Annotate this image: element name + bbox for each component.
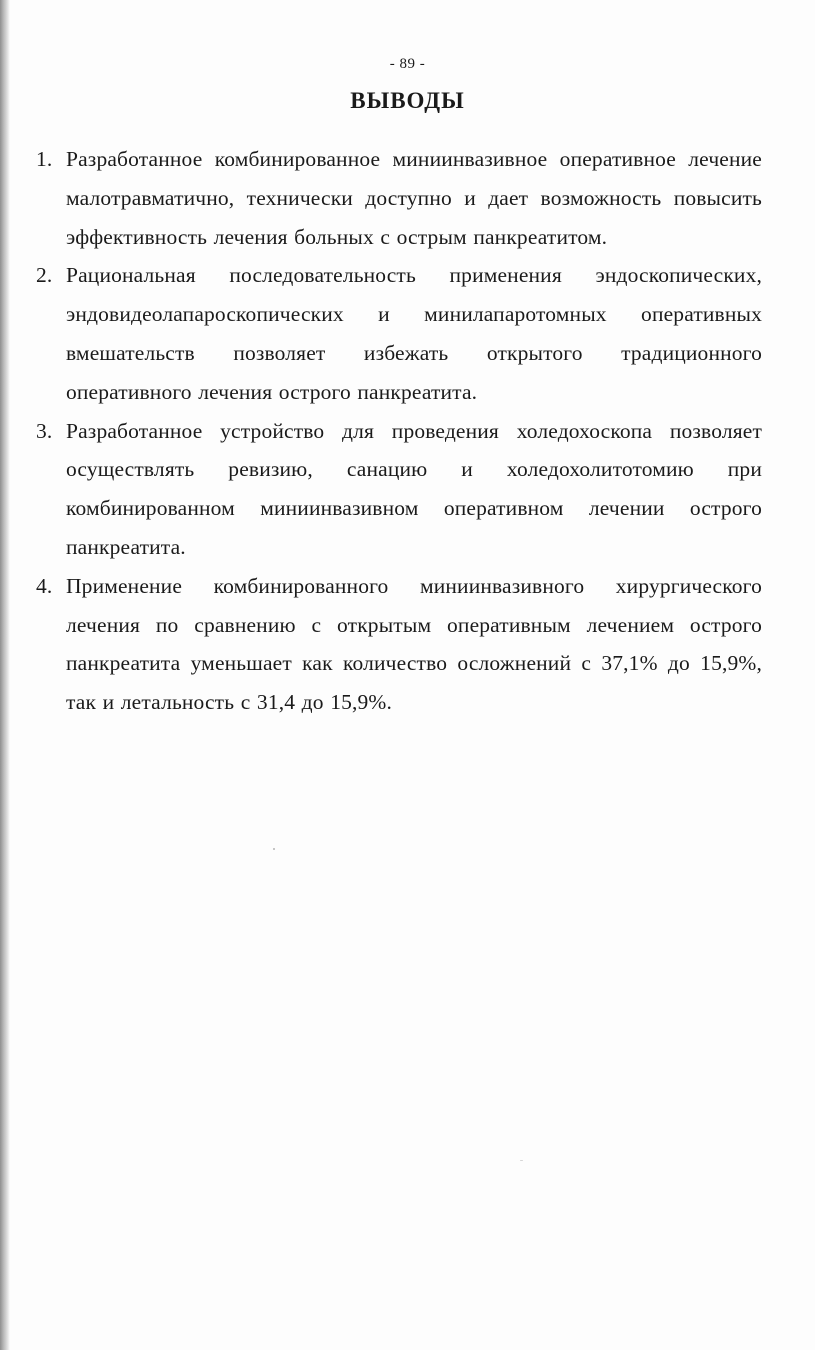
- conclusions-list: [36, 140, 762, 722]
- conclusion-item-1: [36, 140, 762, 256]
- conclusion-item-2: [36, 256, 762, 411]
- conclusion-number: 1.: [36, 147, 53, 171]
- conclusion-text: Применение комбинированного миниинвазивного хирургического лечения по сравнению с открытым оперативным лечением острого панкреатита уменьшает как количество осложнений с 37,1% до 15,9%, так и летальность с 31,4 до 15,9%.: [66, 573, 762, 715]
- conclusion-item-4: [36, 567, 762, 722]
- scan-speck: [520, 1160, 523, 1161]
- conclusion-text: Разработанное устройство для проведения холедохоскопа позволяет осуществлять ревизию, санацию и холедохолитотомию при комбинированном миниинвазивном оперативном лечении острого панкреатита.: [66, 418, 762, 559]
- conclusion-item-3: [36, 412, 762, 567]
- conclusion-text: Разработанное комбинированное миниинвазивное оперативное лечение малотравматично, технически доступно и дает возможность повысить эффективность лечения больных с острым панкреатитом.: [66, 147, 762, 249]
- conclusion-number: 2.: [36, 263, 53, 288]
- scan-shadow-edge: [0, 0, 10, 1350]
- conclusion-text: Рациональная последовательность применения эндоскопических, эндовидеолапароскопических и минилапаротомных оперативных вмешательств позволяет избежать открытого традиционного оперативного лечения острого панкреатита.: [66, 263, 762, 404]
- page-number: - 89 -: [389, 56, 426, 72]
- scan-speck: [273, 848, 275, 850]
- conclusion-number: 4.: [36, 573, 53, 598]
- conclusion-number: 3.: [36, 418, 53, 443]
- section-title: ВЫВОДЫ: [350, 88, 465, 113]
